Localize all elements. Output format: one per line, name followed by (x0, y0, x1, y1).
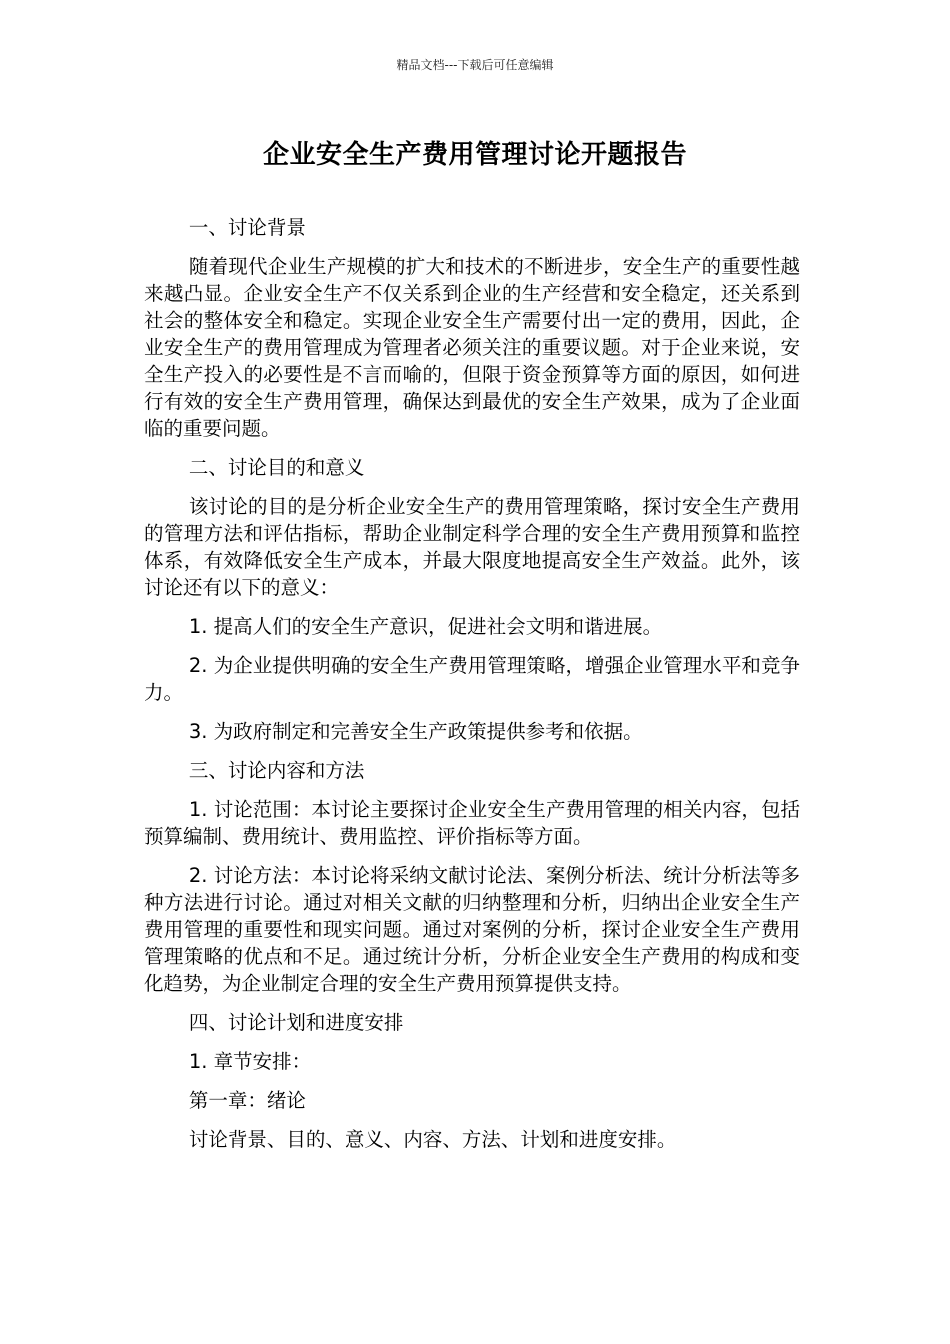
paragraph-chapter-one-content: 讨论背景、目的、意义、内容、方法、计划和进度安排。 (188, 1128, 677, 1151)
paragraph-chapter-arrangement: 1. 章节安排： (188, 1050, 312, 1073)
list-item-significance-1: 1. 提高人们的安全生产意识，促进社会文明和谐进展。 (188, 615, 663, 638)
document-body (144, 214, 800, 1165)
list-item-significance-3: 3. 为政府制定和完善安全生产政策提供参考和依据。 (188, 720, 643, 743)
paragraph-purpose: 该讨论的目的是分析企业安全生产的费用管理策略，探讨安全生产费用的管理方法和评估指标，帮助企业制定科学合理的安全生产费用预算和监控体系，有效降低安全生产成本，并最大限度地提高安全生产效益。此外，该讨论还有以下的意义： (144, 495, 800, 599)
page-header: 精品文档---下载后可任意编辑 (396, 58, 554, 72)
section-heading-plan: 四、讨论计划和进度安排 (188, 1011, 404, 1034)
section-heading-background: 一、讨论背景 (188, 216, 306, 239)
document-title: 企业安全生产费用管理讨论开题报告 (262, 140, 687, 170)
paragraph-background: 随着现代企业生产规模的扩大和技术的不断进步，安全生产的重要性越来越凸显。企业安全生产不仅关系到企业的生产经营和安全稳定，还关系到社会的整体安全和稳定。实现企业安全生产需要付出一定的费用，因此，企业安全生产的费用管理成为管理者必须关注的重要议题。对于企业来说，安全生产投入的必要性是不言而喻的，但限于资金预算等方面的原因，如何进行有效的安全生产费用管理，确保达到最优的安全生产效果，成为了企业面临的重要问题。 (144, 255, 800, 440)
paragraph-method: 2. 讨论方法：本讨论将采纳文献讨论法、案例分析法、统计分析法等多种方法进行讨论。通过对相关文献的归纳整理和分析，归纳出企业安全生产费用管理的重要性和现实问题。通过对案例的分析，探讨企业安全生产费用管理策略的优点和不足。通过统计分析，分析企业安全生产费用的构成和变化趋势，为企业制定合理的安全生产费用预算提供支持。 (144, 864, 800, 995)
list-item-significance-2: 2. 为企业提供明确的安全生产费用管理策略，增强企业管理水平和竞争力。 (144, 654, 800, 704)
section-heading-content-method: 三、讨论内容和方法 (188, 759, 365, 782)
section-heading-purpose: 二、讨论目的和意义 (188, 456, 365, 479)
paragraph-chapter-one: 第一章：绪论 (188, 1089, 306, 1112)
paragraph-scope: 1. 讨论范围：本讨论主要探讨企业安全生产费用管理的相关内容，包括预算编制、费用统计、费用监控、评价指标等方面。 (144, 798, 800, 848)
